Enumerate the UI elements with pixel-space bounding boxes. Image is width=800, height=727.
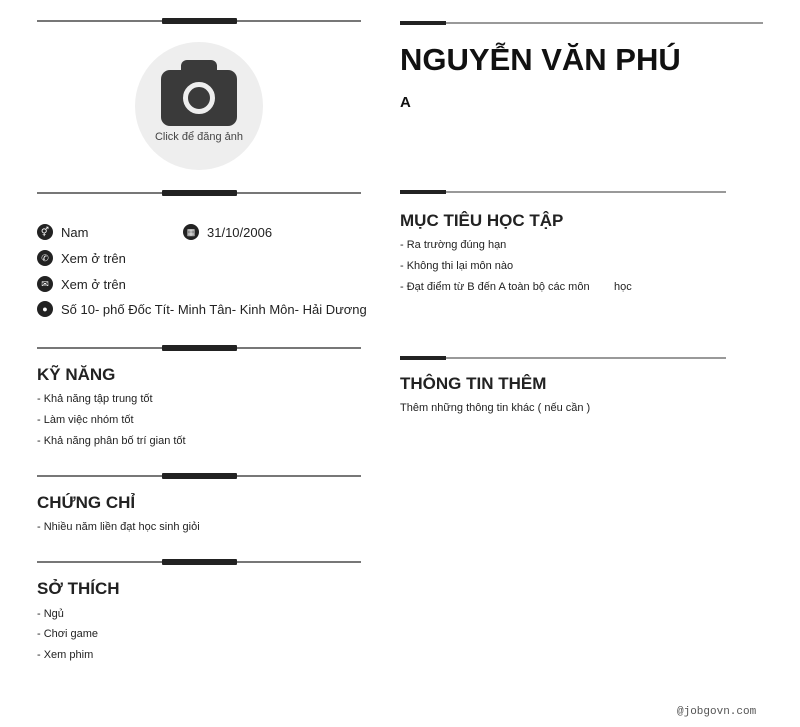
email-icon: ✉ xyxy=(37,276,53,292)
list-item: - Đạt điểm từ B đến A toàn bộ các môn học xyxy=(400,281,632,293)
divider xyxy=(37,347,361,349)
divider xyxy=(400,22,763,24)
list-item: - Ra trường đúng hạn xyxy=(400,239,507,251)
phone: Xem ở trên xyxy=(61,250,126,266)
email: Xem ở trên xyxy=(61,276,126,292)
address: Số 10- phố Đốc Tít- Minh Tân- Kinh Môn- Hải Dương xyxy=(61,301,367,317)
gender-icon: ⚥ xyxy=(37,224,53,240)
gender: Nam xyxy=(61,224,89,240)
list-item: - Chơi game xyxy=(37,628,99,640)
list-item: - Ngủ xyxy=(37,608,64,620)
calendar-icon: ▦ xyxy=(183,224,199,240)
divider xyxy=(400,191,726,193)
hobbies-title: SỞ THÍCH xyxy=(37,579,120,598)
list-item: - Khả năng tập trung tốt xyxy=(37,393,153,405)
divider xyxy=(37,20,361,22)
skills-title: KỸ NĂNG xyxy=(37,365,116,384)
list-item: - Nhiều năm liền đạt học sinh giỏi xyxy=(37,521,200,533)
list-item: - Không thi lại môn nào xyxy=(400,260,514,272)
position: A xyxy=(400,94,411,111)
phone-icon: ✆ xyxy=(37,250,53,266)
divider xyxy=(400,357,726,359)
avatar-caption: Click để đăng ảnh xyxy=(154,131,244,143)
goals-title: MỤC TIÊU HỌC TẬP xyxy=(400,211,564,230)
divider xyxy=(37,561,361,563)
location-icon: ● xyxy=(37,301,53,317)
dob: 31/10/2006 xyxy=(207,224,273,240)
list-item: - Khả năng phân bố trí gian tốt xyxy=(37,435,186,447)
extra-text: Thêm những thông tin khác ( nếu cần ) xyxy=(400,402,591,414)
divider xyxy=(37,192,361,194)
list-item: - Làm việc nhóm tốt xyxy=(37,414,134,426)
full-name: NGUYỄN VĂN PHÚ xyxy=(400,42,681,77)
watermark: @jobgovn.com xyxy=(677,706,757,718)
divider xyxy=(37,475,361,477)
list-item: - Xem phim xyxy=(37,649,94,661)
camera-icon xyxy=(161,60,237,126)
avatar-upload[interactable] xyxy=(135,42,263,170)
certs-title: CHỨNG CHỈ xyxy=(37,493,136,512)
extra-title: THÔNG TIN THÊM xyxy=(400,374,547,393)
